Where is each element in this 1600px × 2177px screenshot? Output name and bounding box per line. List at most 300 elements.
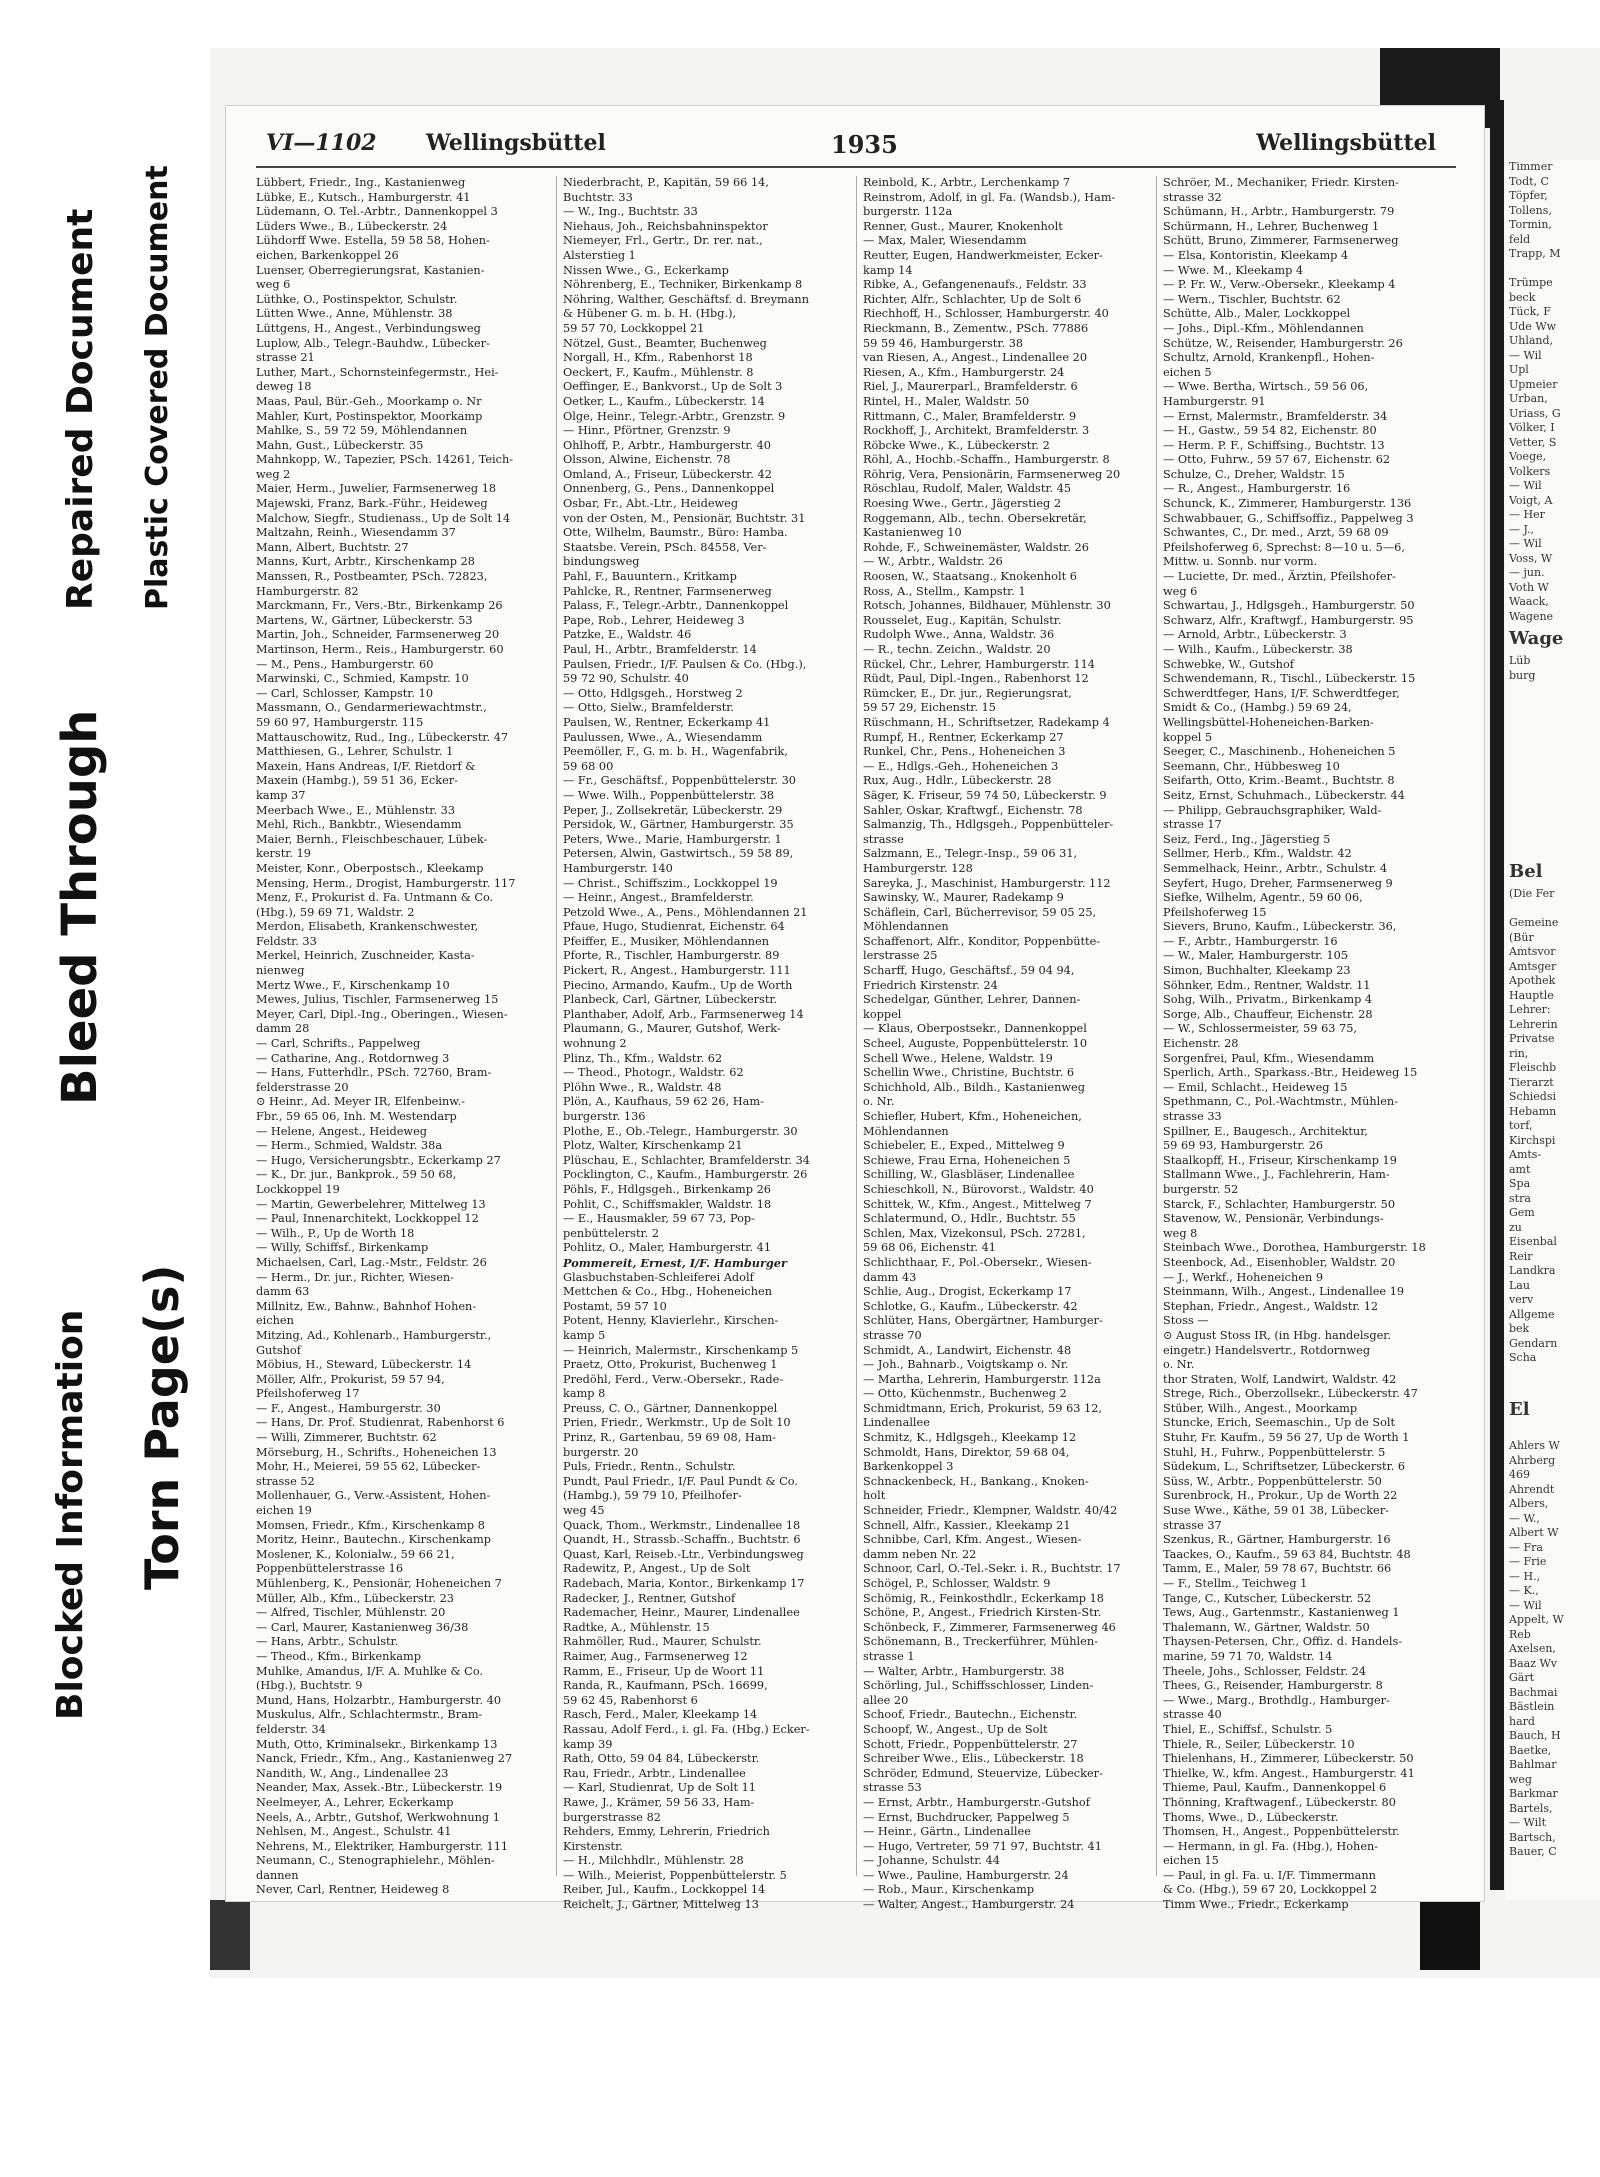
directory-entry: Lockkoppel 19 [256,1182,340,1196]
adjacent-page-fragment: Bahlmar [1509,1758,1557,1771]
directory-entry: Rüschmann, H., Schriftsetzer, Radekamp 4 [863,715,1110,729]
adjacent-page-fragment: — Wil [1509,1598,1542,1612]
directory-entry: damm neben Nr. 22 [863,1547,977,1561]
directory-entry: Säger, K. Friseur, 59 74 50, Lübeckerstr. 9 [863,788,1107,802]
directory-entry: nienweg [256,964,305,978]
adjacent-page-fragment: zu [1509,1220,1522,1234]
directory-entry: Pohlitz, O., Maler, Hamburgerstr. 41 [563,1241,772,1255]
directory-entry: Sorgenfrei, Paul, Kfm., Wiesendamm [1163,1051,1375,1065]
directory-entry: Rassau, Adolf Ferd., i. gl. Fa. (Hbg.) Ecker- [563,1722,810,1736]
directory-entry: — Wwe., Pauline, Hamburgerstr. 24 [863,1868,1069,1882]
adjacent-page-fragment: Hebamn [1509,1104,1557,1118]
directory-entry: Stuncke, Erich, Seemaschin., Up de Solt [1163,1416,1396,1430]
directory-entry: Lüthke, O., Postinspektor, Schulstr. [256,292,458,306]
adjacent-page-fragment: Tollens, [1509,203,1552,217]
directory-entry: — M., Pens., Hamburgerstr. 60 [256,657,434,671]
directory-entry: Persidok, W., Gärtner, Hamburgerstr. 35 [563,818,794,832]
directory-entry: eichen 19 [256,1504,312,1518]
directory-entry: Schmitz, K., Hdlgsgeh., Kleekamp 12 [863,1431,1077,1445]
directory-entry: Lühdorff Wwe. Estella, 59 58 58, Hohen- [256,234,490,248]
directory-entry: Pöhls, F., Hdlgsgeh., Birkenkamp 26 [563,1182,771,1196]
directory-entry: o. Nr. [1163,1358,1195,1372]
directory-entry: Mewes, Julius, Tischler, Farmsenerweg 15 [256,993,499,1007]
directory-entry: 59 62 45, Rabenhorst 6 [563,1693,698,1707]
adjacent-page-fragment: 469 [1509,1468,1530,1481]
adjacent-page-fragment: feld [1509,232,1531,246]
directory-entry: Plothe, E., Ob.-Telegr., Hamburgerstr. 30 [563,1124,798,1138]
directory-entry: ⊙ August Stoss IR, (in Hbg. handelsger. [1163,1328,1392,1342]
directory-entry: Schwerdtfeger, Hans, I/F. Schwerdtfeger, [1163,686,1400,700]
directory-entry: — Christ., Schiffszim., Lockkoppel 19 [563,876,778,890]
adjacent-page-fragment: hard [1509,1714,1535,1728]
directory-entry: Schäflein, Carl, Bücherrevisor, 59 05 25, [863,905,1097,919]
adjacent-page-fragment: — Wil [1509,348,1542,362]
directory-entry: Paul, H., Arbtr., Bramfelderstr. 14 [563,643,757,656]
adjacent-page-fragment: Voigt, A [1509,493,1553,507]
directory-entry: Schürmann, H., Lehrer, Buchenweg 1 [1163,219,1380,233]
directory-entry: Predöhl, Ferd., Verw.-Obersekr., Rade- [563,1372,784,1386]
adjacent-page-fragment: Appelt, W [1509,1613,1564,1626]
directory-entry: — Fr., Geschäftsf., Poppenbüttelerstr. 30 [563,774,796,788]
adjacent-page-fragment: Reb [1509,1627,1531,1641]
label-blocked-information: Blocked Information [50,1309,91,1720]
directory-entry: felderstr. 34 [256,1722,326,1736]
directory-entry: Feldstr. 33 [256,934,317,948]
directory-entry: Maier, Bernh., Fleischbeschauer, Lübek- [256,832,488,846]
directory-entry: damm 63 [256,1285,310,1299]
directory-entry: Schiewe, Frau Erna, Hoheneichen 5 [863,1153,1071,1167]
directory-entry: Moslener, K., Kolonialw., 59 66 21, [256,1547,455,1561]
directory-entry: Radecker, J., Rentner, Gutshof [563,1591,736,1605]
directory-entry: Plinz, Th., Kfm., Waldstr. 62 [563,1051,723,1065]
directory-entry: Surenbrock, H., Prokur., Up de Worth 22 [1163,1489,1398,1503]
adjacent-page-fragment: Baaz Wv [1509,1656,1558,1670]
directory-entry: Stoss — [1163,1314,1209,1328]
directory-entry: Möller, Alfr., Prokurist, 59 57 94, [256,1372,445,1386]
directory-entry: — Joh., Bahnarb., Voigtskamp o. Nr. [863,1358,1069,1372]
directory-entry: — Luciette, Dr. med., Ärztin, Pfeilshofer- [1163,570,1396,584]
adjacent-page-fragment: Tück, F [1509,305,1551,318]
directory-entry: kerstr. 19 [256,847,311,861]
directory-entry: Petersen, Alwin, Gastwirtsch., 59 58 89, [563,847,794,861]
adjacent-page-fragment: Kirchspi [1509,1133,1556,1147]
directory-entry: Muth, Otto, Kriminalsekr., Birkenkamp 13 [256,1737,498,1751]
directory-entry: — Theod., Kfm., Birkenkamp [256,1649,421,1663]
directory-entry: Palass, F., Telegr.-Arbtr., Dannenkoppel [563,599,789,613]
directory-entry: Rux, Aug., Hdlr., Lübeckerstr. 28 [863,774,1052,788]
adjacent-page-fragment [1505,799,1600,814]
directory-entry: Peemöller, F., G. m. b. H., Wagenfabrik, [563,745,788,759]
directory-entry: Theele, Johs., Schlosser, Feldstr. 24 [1163,1664,1367,1678]
directory-entry: Never, Carl, Rentner, Heideweg 8 [256,1883,450,1897]
adjacent-page-fragment: Bartsch, [1509,1830,1556,1844]
directory-entry: Schwabbauer, G., Schiffsoffiz., Pappelweg 3 [1163,511,1414,525]
adjacent-page-fragment [1505,770,1600,785]
directory-entry: Ross, A., Stellm., Kampstr. 1 [863,584,1026,598]
directory-entry: Marwinski, C., Schmied, Kampstr. 10 [256,672,469,686]
directory-entry: Neelmeyer, A., Lehrer, Eckerkamp [256,1795,454,1809]
directory-entry: — Elsa, Kontoristin, Kleekamp 4 [1163,248,1349,262]
directory-entry: Ohlhoff, P., Arbtr., Hamburgerstr. 40 [563,438,771,452]
directory-entry: bindungsweg [563,555,640,569]
adjacent-page-fragment [1505,828,1600,843]
directory-entry: Tange, C., Kutscher, Lübeckerstr. 52 [1163,1591,1372,1605]
directory-entry: Schümann, H., Arbtr., Hamburgerstr. 79 [1163,205,1395,219]
directory-entry: — Herm., Dr. jur., Richter, Wiesen- [256,1270,454,1284]
directory-entry: Muhlke, Amandus, I/F. A. Muhlke & Co. [256,1664,484,1678]
directory-entry: Mertz Wwe., F., Kirschenkamp 10 [256,978,450,992]
directory-entry: Rudolph Wwe., Anna, Waldstr. 36 [863,628,1055,642]
directory-entry: Martin, Joh., Schneider, Farmsenerweg 20 [256,628,500,642]
directory-entry: Nanck, Friedr., Kfm., Ang., Kastanienweg 27 [256,1752,513,1766]
directory-entry: Thieme, Paul, Kaufm., Dannenkoppel 6 [1163,1781,1387,1795]
directory-entry: — Hinr., Pförtner, Grenzstr. 9 [563,424,731,438]
adjacent-page-fragment: Wagene [1509,609,1554,623]
adjacent-page-fragment: Albert W [1509,1526,1559,1539]
directory-entry: — Walter, Arbtr., Hamburgerstr. 38 [863,1664,1065,1678]
directory-entry: — Willi, Zimmerer, Buchtstr. 62 [256,1431,437,1445]
directory-entry: Steinmann, Wilh., Angest., Lindenallee 19 [1163,1285,1405,1299]
directory-entry: Reichelt, J., Gärtner, Mittelweg 13 [563,1898,759,1912]
directory-entry: Röhl, A., Hochb.-Schaffn., Hamburgerstr. 8 [863,453,1110,467]
directory-entry: Schwebke, W., Gutshof [1163,657,1294,671]
directory-entry: Mehl, Rich., Bankbtr., Wiesendamm [256,818,462,832]
directory-entry: — Wern., Tischler, Buchtstr. 62 [1163,292,1341,306]
directory-entry: Gutshof [256,1343,301,1357]
directory-entry: Seeger, C., Maschinenb., Hoheneichen 5 [1163,745,1396,759]
adjacent-page-fragment: Ude Ww [1509,319,1557,333]
directory-entry: — H., Gastw., 59 54 82, Eichenstr. 80 [1163,424,1377,438]
directory-entry: — Heinr., Angest., Bramfelderstr. [563,891,754,905]
adjacent-page-fragment: Upmeier [1509,377,1558,391]
directory-entry: Kirstenstr. [563,1839,623,1853]
adjacent-page-fragment: Wage [1509,628,1564,649]
directory-entry: Roggemann, Alb., techn. Obersekretär, [863,511,1087,525]
directory-entry: Alsterstieg 1 [563,248,636,262]
directory-entry: Stephan, Friedr., Angest., Waldstr. 12 [1163,1299,1379,1313]
directory-entry: Prinz, R., Gartenbau, 59 69 08, Ham- [563,1431,776,1445]
directory-entry: Nissen Wwe., G., Eckerkamp [563,263,729,277]
directory-entry: strasse 17 [1163,818,1222,832]
label-bleed-through: Bleed Through [52,709,108,1105]
adjacent-page-fragment [1505,683,1600,698]
adjacent-page-fragment: Apothek [1509,974,1556,987]
directory-entry: Merkel, Heinrich, Zuschneider, Kasta- [256,949,475,963]
adjacent-page-fragment: Waack, [1509,595,1549,608]
directory-entry: weg 6 [1163,584,1198,598]
directory-entry: Schnibbe, Carl, Kfm. Angest., Wiesen- [863,1533,1082,1547]
directory-entry: Szenkus, R., Gärtner, Hamburgerstr. 16 [1163,1533,1391,1547]
directory-entry: Maxein, Hans Andreas, I/F. Rietdorf & [256,759,476,773]
adjacent-page-fragment: Bauer, C [1509,1845,1557,1858]
adjacent-page-fragment: Barkmar [1509,1787,1558,1800]
directory-entry: kamp 14 [863,263,913,277]
directory-entry: Rademacher, Heinr., Maurer, Lindenallee [563,1606,800,1620]
directory-entry: penbüttelerstr. 2 [563,1226,660,1240]
directory-entry: ⊙ Heinr., Ad. Meyer IR, Elfenbeinw.- [256,1095,465,1109]
adjacent-page-fragment: — Wilt [1509,1816,1547,1829]
directory-entry: Stuhr, Fr. Kaufm., 59 56 27, Up de Worth 1 [1163,1431,1410,1445]
directory-entry: Müller, Alb., Kfm., Lübeckerstr. 23 [256,1591,454,1605]
directory-entry: (Hambg.), 59 79 10, Pfeilhofer- [563,1489,742,1503]
directory-entry: — Klaus, Oberpostsekr., Dannenkoppel [863,1022,1087,1036]
directory-entry: Lütten Wwe., Anne, Mühlenstr. 38 [256,307,453,321]
directory-columns [256,176,1456,1912]
directory-entry: Pocklington, C., Kaufm., Hamburgerstr. 26 [563,1168,808,1182]
directory-entry: strasse 52 [256,1474,315,1488]
label-torn-pages: Torn Page(s) [135,1264,189,1590]
directory-entry: Rawe, J., Krämer, 59 56 33, Ham- [563,1795,755,1809]
header-right-title: Wellingsbüttel [1256,130,1436,156]
label-repaired-document: Repaired Document [60,208,101,610]
directory-entry: — Johs., Dipl.-Kfm., Möhlendannen [1163,321,1364,335]
directory-entry: — Arnold, Arbtr., Lübeckerstr. 3 [1163,628,1347,642]
directory-entry: — Karl, Studienrat, Up de Solt 11 [563,1781,756,1795]
directory-entry: — Carl, Schrifts., Pappelweg [256,1037,421,1051]
directory-entry: Mahler, Kurt, Postinspektor, Moorkamp [256,409,483,423]
directory-entry: — Otto, Sielw., Bramfelderstr. [563,701,734,715]
directory-entry: Pundt, Paul Friedr., I/F. Paul Pundt & Co. [563,1474,798,1488]
directory-entry: — Heinr., Gärtn., Lindenallee [863,1825,1031,1839]
directory-entry: Lübbert, Friedr., Ing., Kastanienweg [256,176,466,189]
directory-entry: Oeckert, F., Kaufm., Mühlenstr. 8 [563,365,754,379]
adjacent-page-fragment: Bästlein [1509,1700,1555,1713]
directory-entry: Fbr., 59 65 06, Inh. M. Westendarp [256,1110,457,1123]
directory-entry: Sareyka, J., Maschinist, Hamburgerstr. 112 [863,876,1111,890]
adjacent-page-fragment: (Bür [1509,930,1534,944]
directory-entry: Stuhl, H., Fuhrw., Poppenbüttelerstr. 5 [1163,1445,1386,1459]
directory-entry: Rehders, Emmy, Lehrerin, Friedrich [563,1825,770,1839]
directory-entry: Matthiesen, G., Lehrer, Schulstr. 1 [256,745,454,759]
directory-entry: Möhlendannen [863,1124,949,1138]
header-left-title: Wellingsbüttel [426,130,606,156]
directory-entry: eichen, Barkenkoppel 26 [256,248,399,262]
adjacent-page-fragment: Volkers [1509,464,1551,478]
directory-entry: Schmoldt, Hans, Direktor, 59 68 04, [863,1445,1070,1459]
directory-entry: Schmidt, A., Landwirt, Eichenstr. 48 [863,1343,1072,1357]
directory-entry: Seitz, Ernst, Schuhmach., Lübeckerstr. 44 [1163,788,1405,802]
directory-entry: Barkenkoppel 3 [863,1460,954,1474]
directory-entry: Stavenow, W., Pensionär, Verbindungs- [1163,1212,1384,1226]
directory-entry: — Heinrich, Malermstr., Kirschenkamp 5 [563,1343,799,1357]
directory-entry: Prien, Friedr., Werkmstr., Up de Solt 10 [563,1416,791,1430]
directory-entry: Pfeilshoferweg 15 [1163,905,1267,919]
directory-entry: Hamburgerstr. 128 [863,861,973,875]
adjacent-page-fragment: Bel [1509,861,1543,882]
directory-entry: kamp 5 [563,1328,606,1342]
directory-entry: 59 57 29, Eichenstr. 15 [863,701,996,715]
directory-entry: Plotz, Walter, Kirschenkamp 21 [563,1139,743,1153]
directory-entry: Reinbold, K., Arbtr., Lerchenkamp 7 [863,176,1071,189]
directory-entry: — Catharine, Ang., Rotdornweg 3 [256,1051,450,1065]
directory-entry: Schönemann, B., Treckerführer, Mühlen- [863,1635,1098,1649]
adjacent-page-fragment: — J., [1509,522,1535,536]
directory-entry: Schoof, Friedr., Bautechn., Eichenstr. [863,1708,1078,1722]
directory-entry: Luplow, Alb., Telegr.-Bauhdw., Lübecker- [256,336,490,350]
adjacent-page-fragment [1505,756,1600,771]
directory-entry: — R., Angest., Hamburgerstr. 16 [1163,482,1351,496]
directory-entry: Schmidtmann, Erich, Prokurist, 59 63 12, [863,1401,1103,1415]
directory-entry: 59 57 70, Lockkoppel 21 [563,321,705,335]
adjacent-page-fragment: Todt, C [1509,174,1549,188]
directory-entry: — H., Milchhdlr., Mühlenstr. 28 [563,1854,744,1868]
directory-entry: Südekum, L., Schriftsetzer, Lübeckerstr. 6 [1163,1460,1406,1474]
directory-entry: Schütze, W., Reisender, Hamburgerstr. 26 [1163,336,1403,350]
directory-entry: strasse 70 [863,1328,922,1342]
directory-entry: Manssen, R., Postbeamter, PSch. 72823, [256,570,488,584]
directory-entry: Mörseburg, H., Schrifts., Hoheneichen 13 [256,1445,497,1459]
directory-entry: Buchtstr. 33 [563,190,633,204]
directory-entry: deweg 18 [256,380,312,394]
directory-entry: weg 45 [563,1504,605,1518]
adjacent-page-fragment: — W., [1509,1511,1540,1525]
directory-entry: Mund, Hans, Holzarbtr., Hamburgerstr. 40 [256,1693,502,1707]
directory-entry: Sorge, Alb., Chauffeur, Eichenstr. 28 [1163,1007,1373,1021]
document-condition-labels [0,0,210,2177]
directory-entry: Schöne, P., Angest., Friedrich Kirsten-Str. [863,1606,1102,1620]
directory-entry: Thaysen-Petersen, Chr., Offiz. d. Handels- [1163,1635,1403,1649]
directory-entry: Petzold Wwe., A., Pens., Möhlendannen 21 [563,905,808,919]
adjacent-page-fragment: Lehrerin [1509,1017,1558,1031]
directory-entry: strasse [863,832,904,846]
adjacent-page-fragment: — jun. [1509,566,1545,579]
directory-entry: Mahnkopp, W., Tapezier, PSch. 14261, Teich- [256,453,514,467]
directory-entry: Schlen, Max, Vizekonsul, PSch. 27281, [863,1226,1086,1240]
directory-entry: — E., Hausmakler, 59 67 73, Pop- [563,1212,755,1226]
directory-entry: — Ernst, Arbtr., Hamburgerstr.-Gutshof [863,1795,1090,1809]
directory-entry: Thönning, Kraftwagenf., Lübeckerstr. 80 [1163,1795,1396,1809]
adjacent-page-fragment: Lehrer: [1509,1003,1551,1016]
adjacent-page-fragment: — Frie [1509,1555,1547,1568]
adjacent-page-fragment: Fleischb [1509,1061,1557,1074]
adjacent-page-fragment: — Her [1509,508,1545,521]
directory-entry: van Riesen, A., Angest., Lindenallee 20 [863,351,1088,365]
directory-entry: Pahl, F., Bauuntern., Kritkamp [563,570,737,584]
directory-entry: Rockhoff, J., Architekt, Bramfelderstr. 3 [863,424,1090,438]
directory-entry: — Wilh., P., Up de Worth 18 [256,1226,415,1240]
directory-entry: Schreiber Wwe., Elis., Lübeckerstr. 18 [863,1752,1084,1766]
directory-entry: Hamburgerstr. 91 [1163,394,1266,408]
adjacent-page-fragment: Reir [1509,1249,1533,1263]
directory-entry: — Wwe. Wilh., Poppenbüttelerstr. 38 [563,788,775,802]
adjacent-page-fragment [1505,698,1600,713]
adjacent-page-fragment: weg [1509,1772,1532,1786]
directory-entry: Schlotke, G., Kaufm., Lübeckerstr. 42 [863,1299,1078,1313]
adjacent-page-fragment: torf, [1509,1119,1533,1132]
directory-entry: Hamburgerstr. 82 [256,584,359,598]
directory-entry: Roesing Wwe., Gertr., Jägerstieg 2 [863,497,1062,511]
adjacent-page-fragment: — H., [1509,1569,1541,1583]
directory-entry: strasse 32 [1163,190,1222,204]
directory-entry: Scheel, Auguste, Poppenbüttelerstr. 10 [863,1037,1088,1051]
directory-entry: Nöhrenberg, E., Techniker, Birkenkamp 8 [563,278,803,292]
directory-entry: Manns, Kurt, Arbtr., Kirschenkamp 28 [256,555,475,569]
directory-entry: Renner, Gust., Maurer, Knokenholt [863,219,1063,233]
directory-entry: Schneider, Friedr., Klempner, Waldstr. 40/42 [863,1504,1118,1518]
directory-entry: lerstrasse 25 [863,949,938,963]
directory-page [225,105,1485,1912]
directory-entry: Schittek, W., Kfm., Angest., Mittelweg 7 [863,1197,1092,1211]
directory-entry: Neels, A., Arbtr., Gutshof, Werkwohnung 1 [256,1810,500,1824]
directory-entry: weg 2 [256,467,291,481]
directory-entry: Oeffinger, E., Bankvorst., Up de Solt 3 [563,380,783,394]
directory-entry: Riel, J., Maurerparl., Bramfelderstr. 6 [863,380,1078,394]
directory-entry: Schömig, R., Feinkosthdlr., Eckerkamp 18 [863,1591,1104,1605]
adjacent-page-fragment: stra [1509,1191,1531,1205]
directory-entry: Rümcker, E., Dr. jur., Regierungsrat, [863,686,1072,700]
directory-entry: dannen [256,1868,299,1882]
directory-entry: Meister, Konr., Oberpostsch., Kleekamp [256,861,484,875]
directory-entry: — Ernst, Buchdrucker, Pappelweg 5 [863,1810,1070,1824]
directory-entry: Schedelgar, Günther, Lehrer, Dannen- [863,993,1081,1007]
directory-entry: Seifarth, Otto, Krim.-Beamt., Buchtstr. 8 [1163,774,1395,788]
directory-entry: Reinstrom, Adolf, in gl. Fa. (Wandsb.), Ham- [863,190,1116,204]
directory-entry: Reutter, Eugen, Handwerkmeister, Ecker- [863,248,1103,262]
directory-entry: Moritz, Heinr., Bautechn., Kirschenkamp [256,1533,491,1547]
directory-entry: Rintel, H., Maler, Waldstr. 50 [863,394,1030,408]
directory-entry: koppel [863,1007,902,1021]
directory-entry: Spillner, E., Baugesch., Architektur, [1163,1124,1368,1138]
directory-entry: Pommereit, Ernest, I/F. Hamburger [563,1255,787,1270]
directory-entry: Starck, F., Schlachter, Hamburgerstr. 50 [1163,1197,1396,1211]
adjacent-page-fragment: Ahrberg [1509,1453,1556,1467]
adjacent-page-fragment: Amts- [1509,1148,1542,1161]
directory-entry: Friedrich Kirstenstr. 24 [863,978,998,992]
directory-entry: Massmann, O., Gendarmeriewachtmstr., [256,701,487,715]
directory-entry: strasse 33 [1163,1110,1222,1123]
directory-entry: Tamm, E., Maler, 59 78 67, Buchtstr. 66 [1163,1562,1392,1576]
adjacent-page-fragment: Tormin, [1509,218,1552,231]
directory-entry: — F., Stellm., Teichweg 1 [1163,1577,1308,1590]
directory-entry: — Helene, Angest., Heideweg [256,1124,427,1138]
directory-entry: Martens, W., Gärtner, Lübeckerstr. 53 [256,613,473,627]
directory-entry: Neumann, C., Stenographielehr., Möhlen- [256,1854,495,1868]
directory-entry: Pfeilshoferweg 6, Sprechst: 8—10 u. 5—6, [1163,540,1405,554]
directory-entry: Pickert, R., Angest., Hamburgerstr. 111 [563,964,791,978]
directory-entry: — Wwe., Marg., Brothdlg., Hamburger- [1163,1693,1390,1707]
directory-entry: Oetker, L., Kaufm., Lübeckerstr. 14 [563,394,765,408]
adjacent-page-fragment [1505,785,1600,800]
directory-entry: — P. Fr. W., Verw.-Obersekr., Kleekamp 4 [1163,278,1396,292]
directory-entry: Mahn, Gust., Lübeckerstr. 35 [256,438,424,452]
adjacent-page-fragment: — K., [1509,1584,1539,1597]
directory-entry: Maas, Paul, Bür.-Geh., Moorkamp o. Nr [256,394,482,408]
directory-entry: Kastanienweg 10 [863,526,962,540]
adjacent-page-fragment: Bartels, [1509,1801,1553,1815]
directory-entry: Poppenbüttelerstrasse 16 [256,1562,404,1576]
directory-entry: Osbar, Fr., Abt.-Ltr., Heideweg [563,497,739,511]
adjacent-page-fragment [1505,814,1600,829]
directory-entry: Riechhoff, H., Schlosser, Hamburgerstr. 40 [863,307,1109,321]
directory-entry: o. Nr. [863,1095,895,1109]
directory-entry: allee 20 [863,1693,909,1707]
directory-column-1 [256,176,544,1897]
directory-entry: Rau, Friedr., Arbtr., Lindenallee [563,1766,746,1780]
directory-entry: 59 59 46, Hamburgerstr. 38 [863,336,1024,350]
adjacent-page-fragment: beck [1509,290,1536,304]
directory-column-3 [856,176,1151,1912]
directory-entry: — Hermann, in gl. Fa. (Hbg.), Hohen- [1163,1839,1379,1853]
directory-entry: Schott, Friedr., Poppenbüttelerstr. 27 [863,1737,1078,1751]
directory-entry: Schaffenort, Alfr., Konditor, Poppenbütte- [863,934,1101,948]
adjacent-page-fragment: Bauch, H [1509,1729,1561,1742]
directory-entry: Patzke, E., Waldstr. 46 [563,628,692,642]
directory-entry: Suse Wwe., Käthe, 59 01 38, Lübecker- [1163,1504,1389,1518]
directory-entry: — W., Maler, Hamburgerstr. 105 [1163,949,1349,963]
adjacent-page-fragment: — Fra [1509,1540,1543,1554]
directory-entry: — Hans, Dr. Prof. Studienrat, Rabenhorst 6 [256,1416,505,1430]
directory-entry: (Hbg.), Buchtstr. 9 [256,1679,363,1693]
